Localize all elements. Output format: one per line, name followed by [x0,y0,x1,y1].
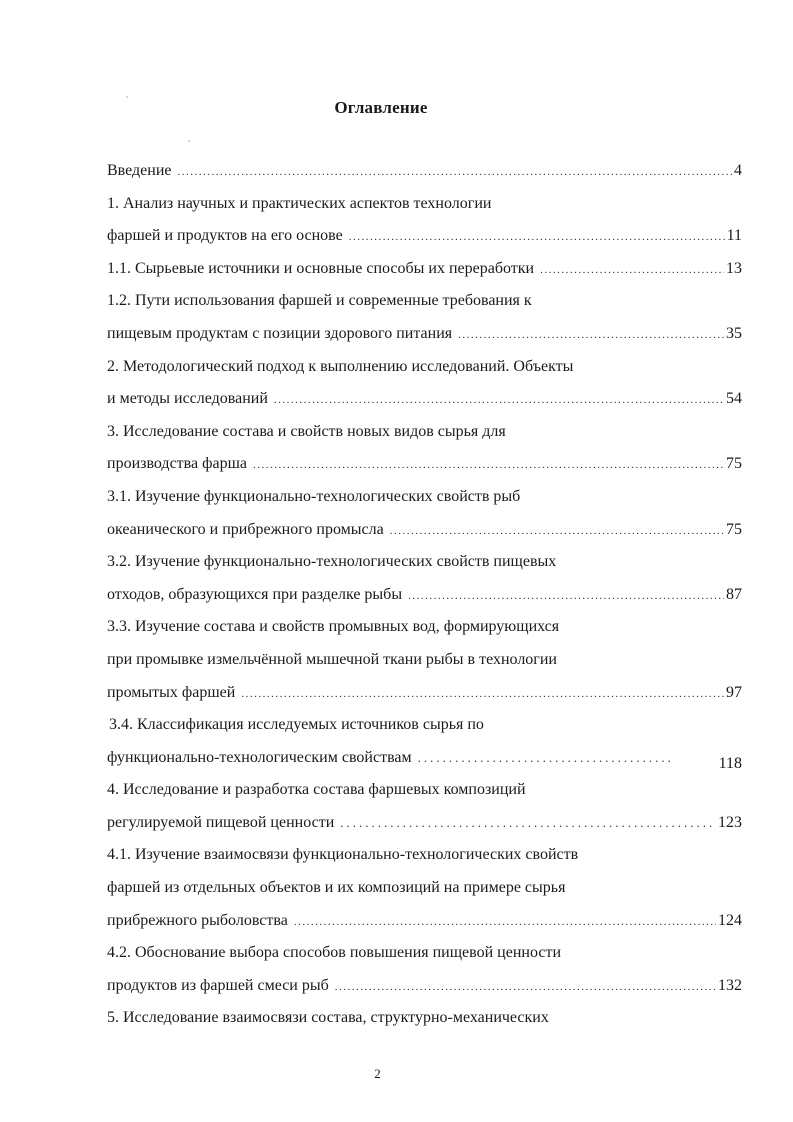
toc-entry-text: 2. Методологический подход к выполнению исследований. Объекты [107,357,574,375]
toc-entry-section-3-2-cont[interactable] [107,579,742,612]
toc-entry-chapter-3[interactable] [107,416,742,449]
toc-entry-section-3-3[interactable] [107,611,742,644]
toc-entry-page: 75 [726,520,742,538]
toc-entry-page: 97 [726,683,742,701]
toc-entry-section-3-3-cont[interactable] [107,677,742,710]
toc-entry-section-3-2[interactable] [107,546,742,579]
toc-entry-chapter-2[interactable] [107,351,742,384]
toc-leader-dots [458,319,724,352]
toc-entry-text: и методы исследований [107,390,268,408]
toc-entry-text: 1.2. Пути использования фаршей и современные требования к [107,292,532,310]
toc-entry-text: производства фарша [107,455,247,473]
toc-entry-text: регулируемой пищевой ценности [107,813,335,831]
toc-entry-page: 118 [718,754,742,772]
toc-entry-page: 75 [726,455,742,473]
toc-entry-text: 4.1. Изучение взаимосвязи функционально-технологических свойств [107,846,579,864]
toc-entry-text: 5. Исследование взаимосвязи состава, структурно-механических [107,1009,549,1027]
toc-entry-page: 35 [726,324,742,342]
toc-entry-text: 4.2. Обоснование выбора способов повышения пищевой ценности [107,944,562,962]
toc-entry-section-1-1[interactable] [107,253,742,286]
toc-entry-text: 3.3. Изучение состава и свойств промывных вод, формирующихся [107,618,560,636]
toc-entry-text: фаршей и продуктов на его основе [107,227,343,245]
toc-entry-section-3-4[interactable] [107,709,742,742]
document-title: Оглавление [334,98,428,117]
toc-entry-page: 4 [734,162,742,179]
toc-entry-chapter-5[interactable] [107,1002,742,1035]
toc-entry-chapter-4[interactable] [107,774,742,807]
toc-leader-dots [253,449,724,482]
toc-entry-section-4-1-cont[interactable] [107,905,742,938]
toc-leader-dots [241,678,724,711]
toc-entry-text: отходов, образующихся при разделке рыбы [107,585,403,603]
toc-entry-text: 3. Исследование состава и свойств новых видов сырья для [107,422,506,440]
toc-entry-page: 11 [726,227,742,245]
toc-entry-section-4-1-cont[interactable] [107,872,742,905]
toc-entry-text: океанического и прибрежного промысла [107,520,384,538]
toc-leader-dots [340,807,716,840]
toc-entry-text: 3.1. Изучение функционально-технологических свойств рыб [107,487,521,505]
toc-entry-section-4-1[interactable] [107,839,742,872]
toc-entry-introduction[interactable] [107,155,742,188]
toc-entry-text: 3.2. Изучение функционально-технологических свойств пищевых [107,553,557,571]
toc-leader-dots [294,906,716,939]
toc-entry-text: прибрежного рыболовства [107,911,288,929]
toc-entry-section-1-2-cont[interactable] [107,318,742,351]
toc-entry-chapter-2-cont[interactable] [107,383,742,416]
toc-entry-page: 123 [718,813,742,831]
toc-entry-section-4-2[interactable] [107,937,742,970]
toc-entry-text: пищевым продуктам с позиции здорового питания [107,324,453,342]
toc-entry-page: 13 [726,259,742,277]
toc-entry-text: 1.1. Сырьевые источники и основные способы их переработки [107,259,535,277]
toc-entry-chapter-1-cont[interactable] [107,220,742,253]
toc-entry-page: 87 [726,585,742,603]
toc-entry-chapter-4-cont[interactable] [107,807,742,840]
toc-entry-text: 1. Анализ научных и практических аспектов технологии [107,194,492,212]
toc-entry-section-4-2-cont[interactable] [107,970,742,1003]
toc-entry-chapter-1[interactable] [107,188,742,221]
toc-entry-text: продуктов из фаршей смеси рыб [107,976,329,994]
toc-entry-chapter-3-cont[interactable] [107,448,742,481]
toc-leader-dots [349,221,725,254]
toc-entry-section-3-1-cont[interactable] [107,514,742,547]
table-of-contents [107,155,742,1035]
toc-entry-section-3-4-cont[interactable] [107,742,742,775]
toc-entry-text: фаршей из отдельных объектов и их композиций на примере сырья [107,879,566,897]
toc-leader-dots [178,156,733,189]
toc-entry-page: 132 [718,976,742,994]
page-number: 2 [374,1066,381,1081]
toc-leader-dots [335,971,716,1004]
toc-leader-dots [390,515,724,548]
toc-entry-section-3-3-cont[interactable] [107,644,742,677]
toc-entry-text: Введение [107,162,172,179]
toc-entry-page: 124 [718,911,742,929]
toc-entry-text: 3.4. Классификация исследуемых источников сырья по [109,716,484,734]
toc-leader-dots [418,742,671,775]
toc-entry-section-3-1[interactable] [107,481,742,514]
toc-entry-text: 4. Исследование и разработка состава фаршевых композиций [107,781,526,799]
scan-speck [188,140,190,142]
toc-entry-text: функционально-технологическим свойствам [107,748,412,766]
toc-leader-dots [274,384,724,417]
toc-entry-section-1-2[interactable] [107,285,742,318]
toc-entry-page: 54 [726,390,742,408]
toc-entry-text: при промывке измельчённой мышечной ткани рыбы в технологии [107,650,557,668]
toc-leader-dots [540,254,724,287]
toc-leader-dots [408,580,724,613]
toc-entry-text: промытых фаршей [107,683,236,701]
